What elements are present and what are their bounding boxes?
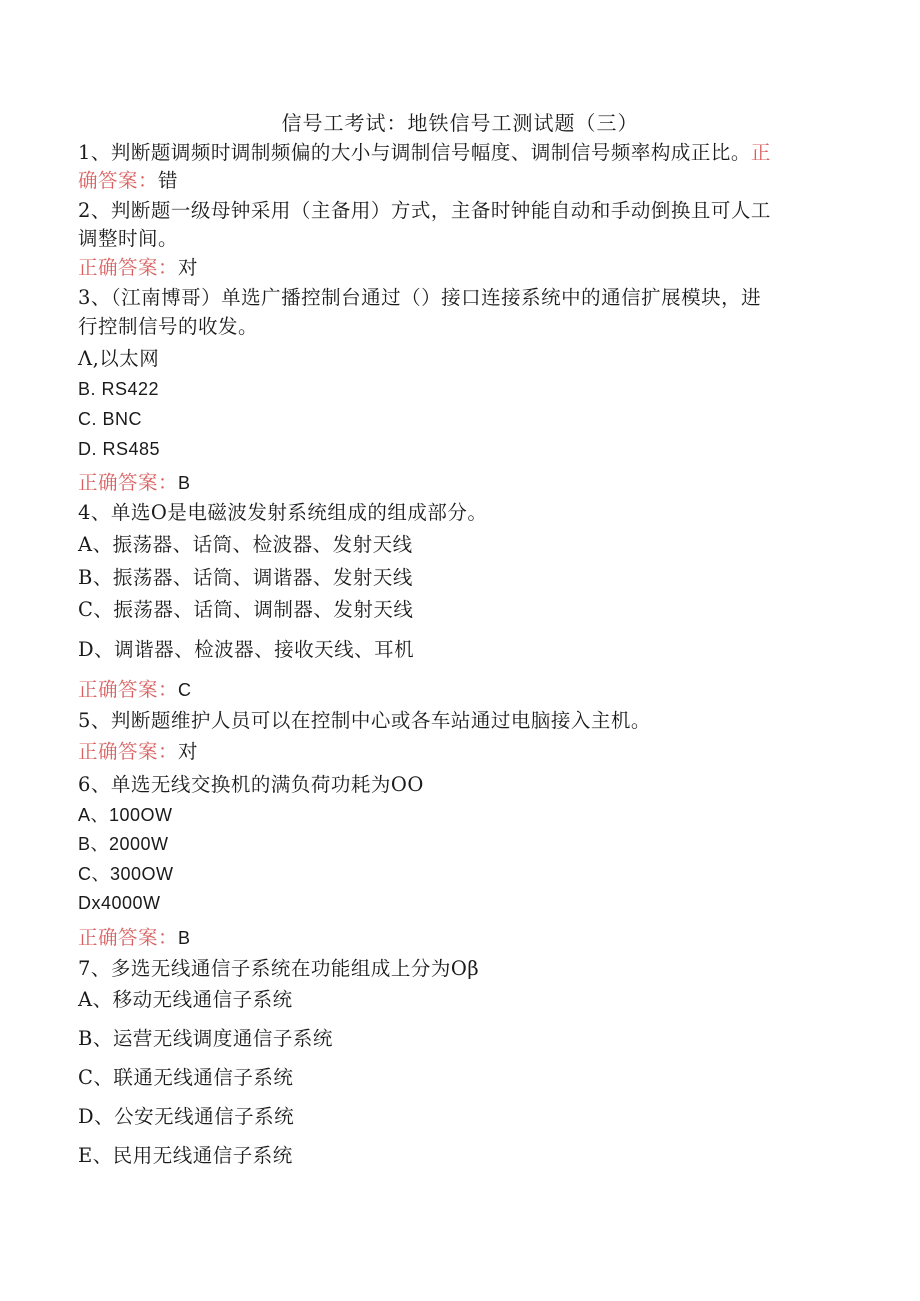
answer-label: 确答案： xyxy=(78,169,159,192)
question-3-line-2: 行控制信号的收发。 xyxy=(78,315,259,338)
answer-label-part: 正 xyxy=(750,141,771,164)
option-a: A、移动无线通信子系统 xyxy=(78,988,293,1011)
option-d: D、调谐器、检波器、接收天线、耳机 xyxy=(78,638,415,661)
answer-1 xyxy=(78,168,178,194)
question-5: 5、判断题维护人员可以在控制中心或各车站通过电脑接入主机。 xyxy=(78,709,651,732)
answer-value: C xyxy=(178,680,192,700)
question-6: 6、单选无线交换机的满负荷功耗为OO xyxy=(78,773,424,796)
answer-6 xyxy=(78,925,191,951)
option-c: C. BNC xyxy=(78,409,143,429)
answer-value: B xyxy=(178,928,191,948)
answer-2 xyxy=(78,255,198,281)
answer-value: 错 xyxy=(158,169,179,192)
answer-5 xyxy=(78,739,198,765)
answer-value: 对 xyxy=(178,256,199,279)
question-1 xyxy=(78,140,771,166)
answer-label: 正确答案： xyxy=(78,678,179,701)
question-2-line-2: 调整时间。 xyxy=(78,227,179,250)
question-2-line-1: 2、判断题一级母钟采用（主备用）方式，主备时钟能自动和手动倒换且可人工 xyxy=(78,199,771,222)
document-title: 信号工考试：地铁信号工测试题（三） xyxy=(281,111,639,135)
option-e: E、民用无线通信子系统 xyxy=(78,1144,293,1167)
option-a: Λ,以太网 xyxy=(78,347,160,370)
option-c: C、300OW xyxy=(78,864,174,884)
question-7: 7、多选无线通信子系统在功能组成上分为Oβ xyxy=(78,957,480,980)
answer-3 xyxy=(78,470,191,496)
option-b: B、运营无线调度通信子系统 xyxy=(78,1027,333,1050)
question-1-text: 1、判断题调频时调制频偏的大小与调制信号幅度、调制信号频率构成正比。 xyxy=(78,141,751,164)
answer-4 xyxy=(78,677,192,703)
question-3-line-1: 3、（江南博哥）单选广播控制台通过（）接口连接系统中的通信扩展模块，进 xyxy=(78,286,762,309)
option-c: C、振荡器、话筒、调制器、发射天线 xyxy=(78,598,414,621)
option-d: D. RS485 xyxy=(78,439,161,459)
answer-label: 正确答案： xyxy=(78,471,179,494)
option-a: A、振荡器、话筒、检波器、发射天线 xyxy=(78,533,413,556)
option-b: B、振荡器、话筒、调谐器、发射天线 xyxy=(78,566,413,589)
option-d: Dx4000W xyxy=(78,893,161,913)
answer-label: 正确答案： xyxy=(78,256,179,279)
answer-label: 正确答案： xyxy=(78,926,179,949)
option-a: A、100OW xyxy=(78,805,173,825)
answer-value: B xyxy=(178,473,191,493)
option-d: D、公安无线通信子系统 xyxy=(78,1105,295,1128)
answer-label: 正确答案： xyxy=(78,740,179,763)
question-4: 4、单选O是电磁波发射系统组成的组成部分。 xyxy=(78,501,488,524)
answer-value: 对 xyxy=(178,740,199,763)
option-b: B. RS422 xyxy=(78,379,160,399)
option-c: C、联通无线通信子系统 xyxy=(78,1066,294,1089)
option-b: B、2000W xyxy=(78,834,169,854)
